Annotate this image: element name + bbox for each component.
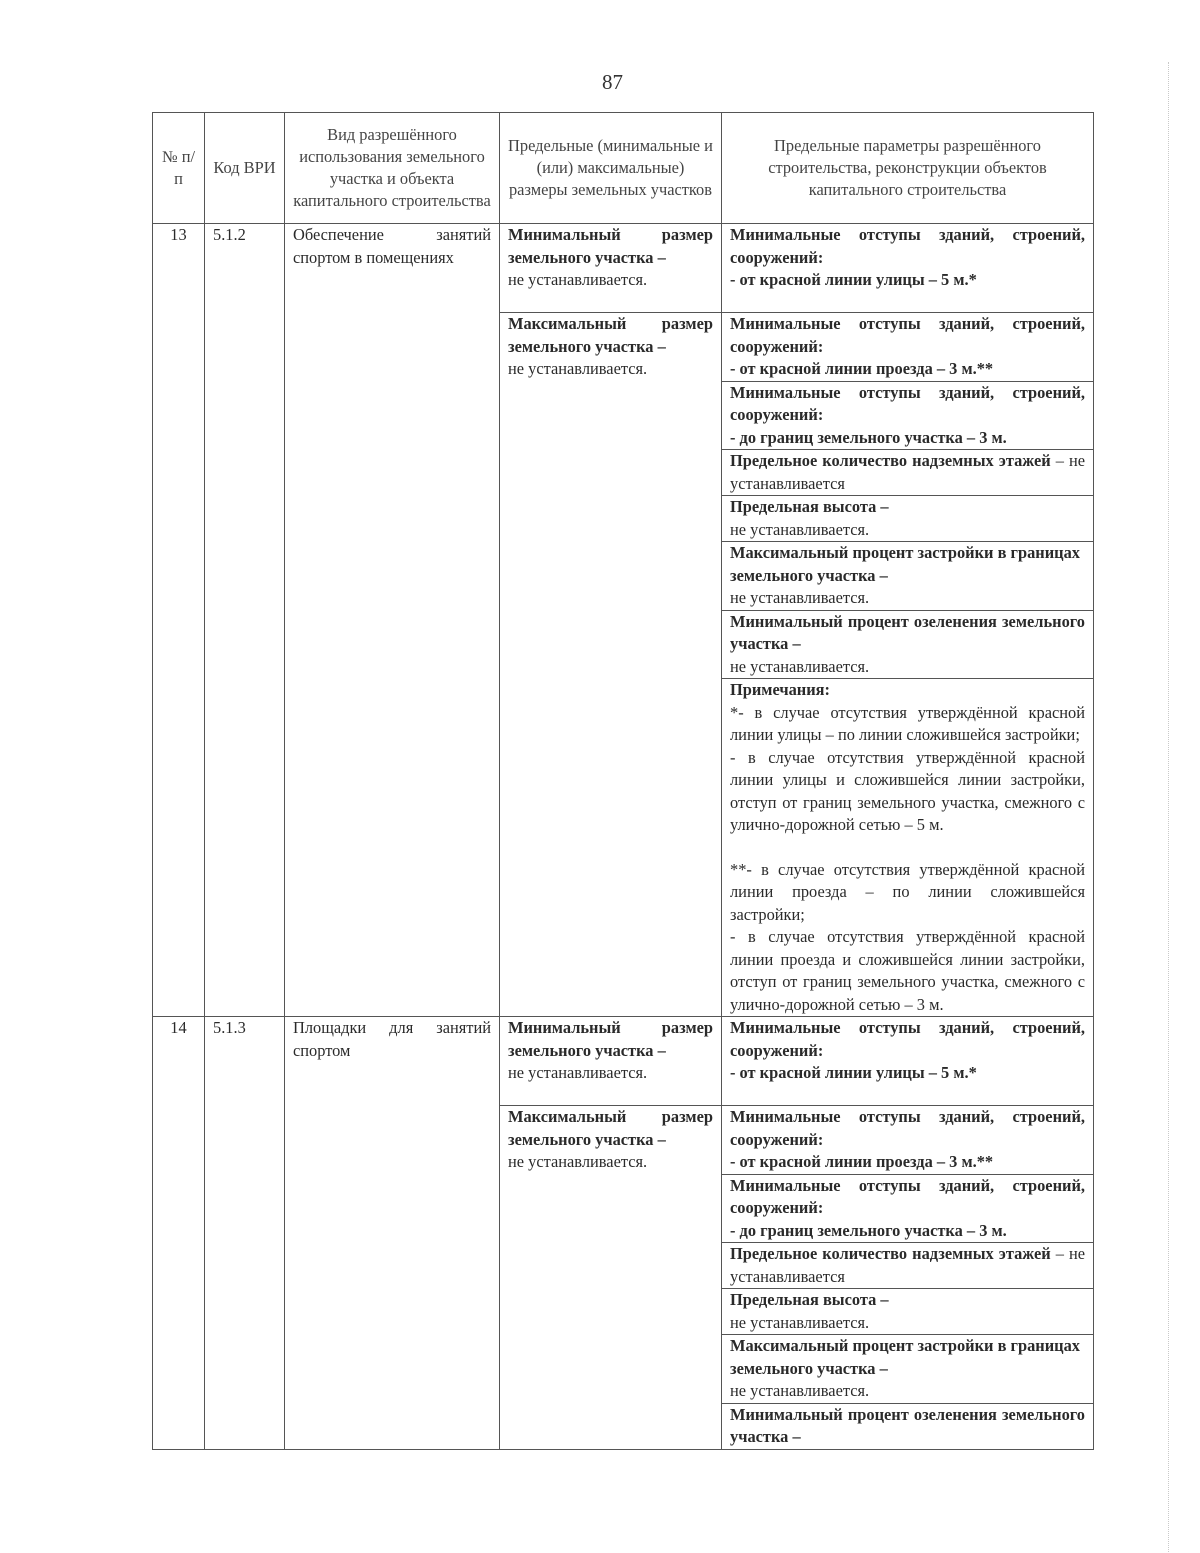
table-row-13 — [153, 224, 1094, 313]
row-use-kind: Обеспечение занятий спортом в помещениях — [285, 224, 500, 1017]
max-size-title: Максимальный размер земельного участка – — [508, 1107, 713, 1149]
param-title: Минимальные отступы зданий, строений, сооружений: — [730, 314, 1085, 356]
row-number: 13 — [153, 224, 205, 1017]
param-cell — [722, 381, 1094, 450]
min-size-title: Минимальный размер земельного участка – — [508, 1018, 713, 1060]
param-cell — [722, 1289, 1094, 1335]
param-cell — [722, 1174, 1094, 1243]
param-cell — [722, 224, 1094, 313]
param-value: - до границ земельного участка – 3 м. — [730, 1220, 1007, 1240]
header-code: Код ВРИ — [205, 113, 285, 224]
param-value: не устанавливается. — [730, 1381, 870, 1400]
note-spacer — [730, 837, 1085, 859]
param-title: Минимальный процент озеленения земельного участка – — [730, 1404, 1085, 1446]
min-size-value: не устанавливается. — [508, 270, 648, 289]
param-title: Предельное количество надземных этажей — [730, 451, 1051, 470]
param-title: Минимальные отступы зданий, строений, сооружений: — [730, 1018, 1085, 1060]
param-cell — [722, 1243, 1094, 1289]
max-size-cell — [500, 1106, 722, 1450]
param-value: - от красной линии улицы – 5 м.* — [730, 270, 977, 289]
note-text: *- в случае отсутствия утверждённой красной линии улицы – по линии сложившейся застройки; — [730, 702, 1085, 744]
param-cell — [722, 1106, 1094, 1175]
min-size-value: не устанавливается. — [508, 1063, 648, 1082]
param-value: – не устанавливается — [730, 451, 1086, 493]
param-title: Максимальный процент застройки в границах земельного участка – — [730, 1336, 1080, 1378]
param-title: Предельное количество надземных этажей — [730, 1244, 1051, 1263]
param-cell — [722, 542, 1094, 611]
row-code: 5.1.2 — [205, 224, 285, 1017]
land-use-regulations-table — [152, 112, 1094, 1450]
header-number: № п/п — [153, 113, 205, 224]
param-title: Минимальные отступы зданий, строений, сооружений: — [730, 1107, 1085, 1149]
min-size-cell — [500, 1017, 722, 1106]
param-value: – не устанавливается — [730, 1244, 1086, 1286]
param-value: - от красной линии проезда – 3 м.** — [730, 1152, 994, 1171]
param-value: не устанавливается. — [730, 656, 870, 676]
param-value: не устанавливается. — [730, 588, 870, 607]
note-text: **- в случае отсутствия утверждённой красной линии проезда – по линии сложившейся застройки; — [730, 859, 1085, 924]
header-build-params: Предельные параметры разрешённого строительства, реконструкции объектов капитального строительства — [722, 113, 1094, 224]
param-title: Минимальные отступы зданий, строений, сооружений: — [730, 1175, 1085, 1217]
param-title: Минимальный процент озеленения земельного участка – — [730, 611, 1085, 653]
notes-cell — [722, 679, 1094, 1017]
table-header-row — [153, 113, 1094, 224]
param-cell — [722, 313, 1094, 382]
row-code: 5.1.3 — [205, 1017, 285, 1450]
param-cell — [722, 450, 1094, 496]
row-use-kind: Площадки для занятий спортом — [285, 1017, 500, 1450]
param-cell — [722, 1403, 1094, 1449]
header-plot-size: Предельные (минимальные и (или) максимальные) размеры земельных участков — [500, 113, 722, 224]
param-value: не устанавливается. — [730, 1312, 870, 1332]
note-text: - в случае отсутствия утверждённой красной линии проезда и сложившейся линии застройки, отступ от границ земельного участка, смежного с улично-дорожной сетью – 3 м. — [730, 927, 1085, 1014]
max-size-cell — [500, 313, 722, 1017]
param-title: Предельная высота – — [730, 1290, 889, 1309]
param-value: - до границ земельного участка – 3 м. — [730, 427, 1007, 447]
max-size-title: Максимальный размер земельного участка – — [508, 314, 713, 356]
param-value: - от красной линии проезда – 3 м.** — [730, 359, 994, 378]
min-size-cell — [500, 224, 722, 313]
max-size-value: не устанавливается. — [508, 1152, 648, 1171]
max-size-value: не устанавливается. — [508, 359, 648, 378]
page-number: 87 — [602, 70, 623, 94]
param-value: не устанавливается. — [730, 519, 870, 539]
min-size-title: Минимальный размер земельного участка – — [508, 225, 713, 267]
param-title: Предельная высота – — [730, 497, 889, 516]
param-cell — [722, 496, 1094, 542]
notes-title: Примечания: — [730, 680, 830, 699]
row-number: 14 — [153, 1017, 205, 1450]
param-title: Минимальные отступы зданий, строений, сооружений: — [730, 225, 1085, 267]
param-value: - от красной линии улицы – 5 м.* — [730, 1063, 977, 1082]
note-text: - в случае отсутствия утверждённой красной линии улицы и сложившейся линии застройки, отступ от границ земельного участка, смежного с улично-дорожной сетью – 5 м. — [730, 747, 1085, 834]
param-title: Минимальные отступы зданий, строений, сооружений: — [730, 382, 1085, 424]
param-cell — [722, 1017, 1094, 1106]
header-use-kind: Вид разрешённого использования земельного участка и объекта капитального строительства — [285, 113, 500, 224]
scan-edge-line — [1168, 62, 1169, 1552]
param-cell — [722, 610, 1094, 679]
param-cell — [722, 1335, 1094, 1404]
param-title: Максимальный процент застройки в границах земельного участка – — [730, 543, 1080, 585]
table-row-14 — [153, 1017, 1094, 1106]
